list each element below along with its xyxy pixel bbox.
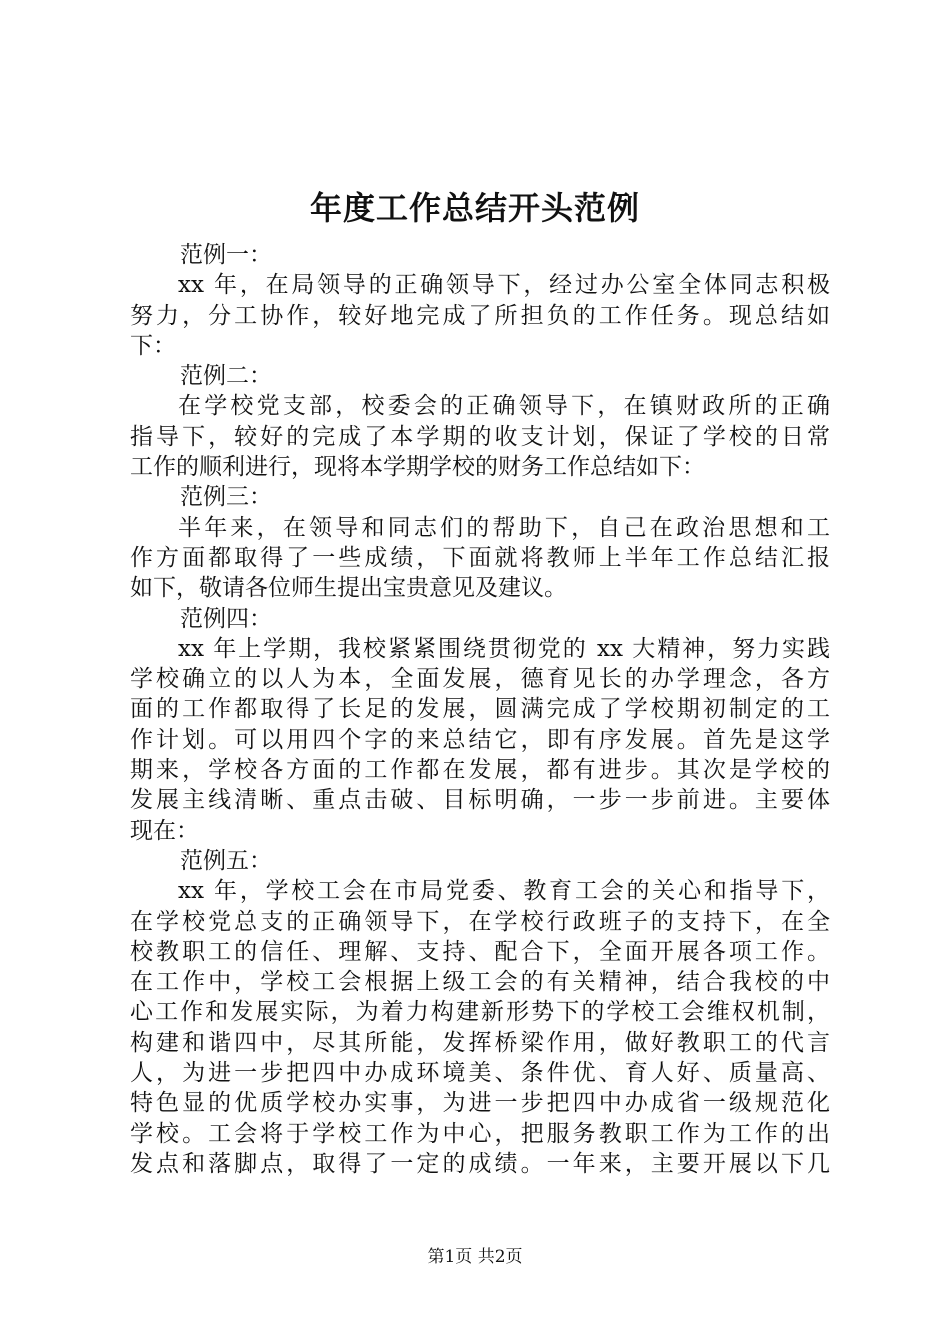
paragraph-line: 特色显的优质学校办实事，为进一步把四中办成省一级规范化 bbox=[130, 1090, 830, 1117]
paragraph-line: 指导下，较好的完成了本学期的收支计划，保证了学校的日常 bbox=[130, 423, 830, 450]
paragraph-line: 现在： bbox=[130, 817, 199, 844]
paragraph-line: 校教职工的信任、理解、支持、配合下，全面开展各项工作。 bbox=[130, 938, 830, 965]
paragraph-line: 在工作中，学校工会根据上级工会的有关精神，结合我校的中 bbox=[130, 969, 830, 996]
paragraph-line: 发点和落脚点，取得了一定的成绩。一年来，主要开展以下几 bbox=[130, 1150, 830, 1177]
paragraph-line: 心工作和发展实际，为着力构建新形势下的学校工会维权机制， bbox=[130, 999, 830, 1026]
paragraph-line: 学校确立的以人为本，全面发展，德育见长的办学理念，各方 bbox=[130, 666, 830, 693]
paragraph-line: 努力，分工协作，较好地完成了所担负的工作任务。现总结如 bbox=[130, 302, 830, 329]
paragraph-line: 下： bbox=[130, 332, 176, 359]
section-heading: 范例四： bbox=[180, 605, 272, 632]
paragraph-line: 在学校党支部，校委会的正确领导下，在镇财政所的正确 bbox=[178, 393, 830, 420]
paragraph-line: 作计划。可以用四个字的来总结它，即有序发展。首先是这学 bbox=[130, 726, 830, 753]
section-heading: 范例三： bbox=[180, 484, 272, 511]
section-heading: 范例五： bbox=[180, 847, 272, 874]
paragraph-line: 发展主线清晰、重点击破、目标明确，一步一步前进。主要体 bbox=[130, 787, 830, 814]
paragraph-line: 在学校党总支的正确领导下，在学校行政班子的支持下，在全 bbox=[130, 908, 830, 935]
section-heading: 范例二： bbox=[180, 363, 272, 390]
paragraph-line: 工作的顺利进行，现将本学期学校的财务工作总结如下： bbox=[130, 454, 705, 481]
paragraph-line: xx 年，学校工会在市局党委、教育工会的关心和指导下， bbox=[178, 878, 830, 905]
paragraph-line: 学校。工会将于学校工作为中心，把服务教职工作为工作的出 bbox=[130, 1120, 830, 1147]
paragraph-line: 作方面都取得了一些成绩，下面就将教师上半年工作总结汇报 bbox=[130, 544, 830, 571]
paragraph-line: xx 年，在局领导的正确领导下，经过办公室全体同志积极 bbox=[178, 272, 830, 299]
paragraph-line: 人，为进一步把四中办成环境美、条件优、育人好、质量高、 bbox=[130, 1060, 830, 1087]
paragraph-line: 期来，学校各方面的工作都在发展，都有进步。其次是学校的 bbox=[130, 757, 830, 784]
paragraph-line: 构建和谐四中，尽其所能，发挥桥梁作用，做好教职工的代言 bbox=[130, 1029, 830, 1056]
paragraph-line: 如下，敬请各位师生提出宝贵意见及建议。 bbox=[130, 575, 567, 602]
paragraph-line: 面的工作都取得了长足的发展，圆满完成了学校期初制定的工 bbox=[130, 696, 830, 723]
page-footer: 第1页 共2页 bbox=[427, 1247, 523, 1267]
document-body bbox=[130, 240, 830, 1179]
paragraph-line: xx 年上学期，我校紧紧围绕贯彻党的 xx 大精神，努力实践 bbox=[178, 635, 830, 662]
section-heading: 范例一： bbox=[180, 242, 272, 268]
paragraph-line: 半年来，在领导和同志们的帮助下，自己在政治思想和工 bbox=[178, 514, 830, 541]
document-title: 年度工作总结开头范例 bbox=[309, 189, 640, 227]
